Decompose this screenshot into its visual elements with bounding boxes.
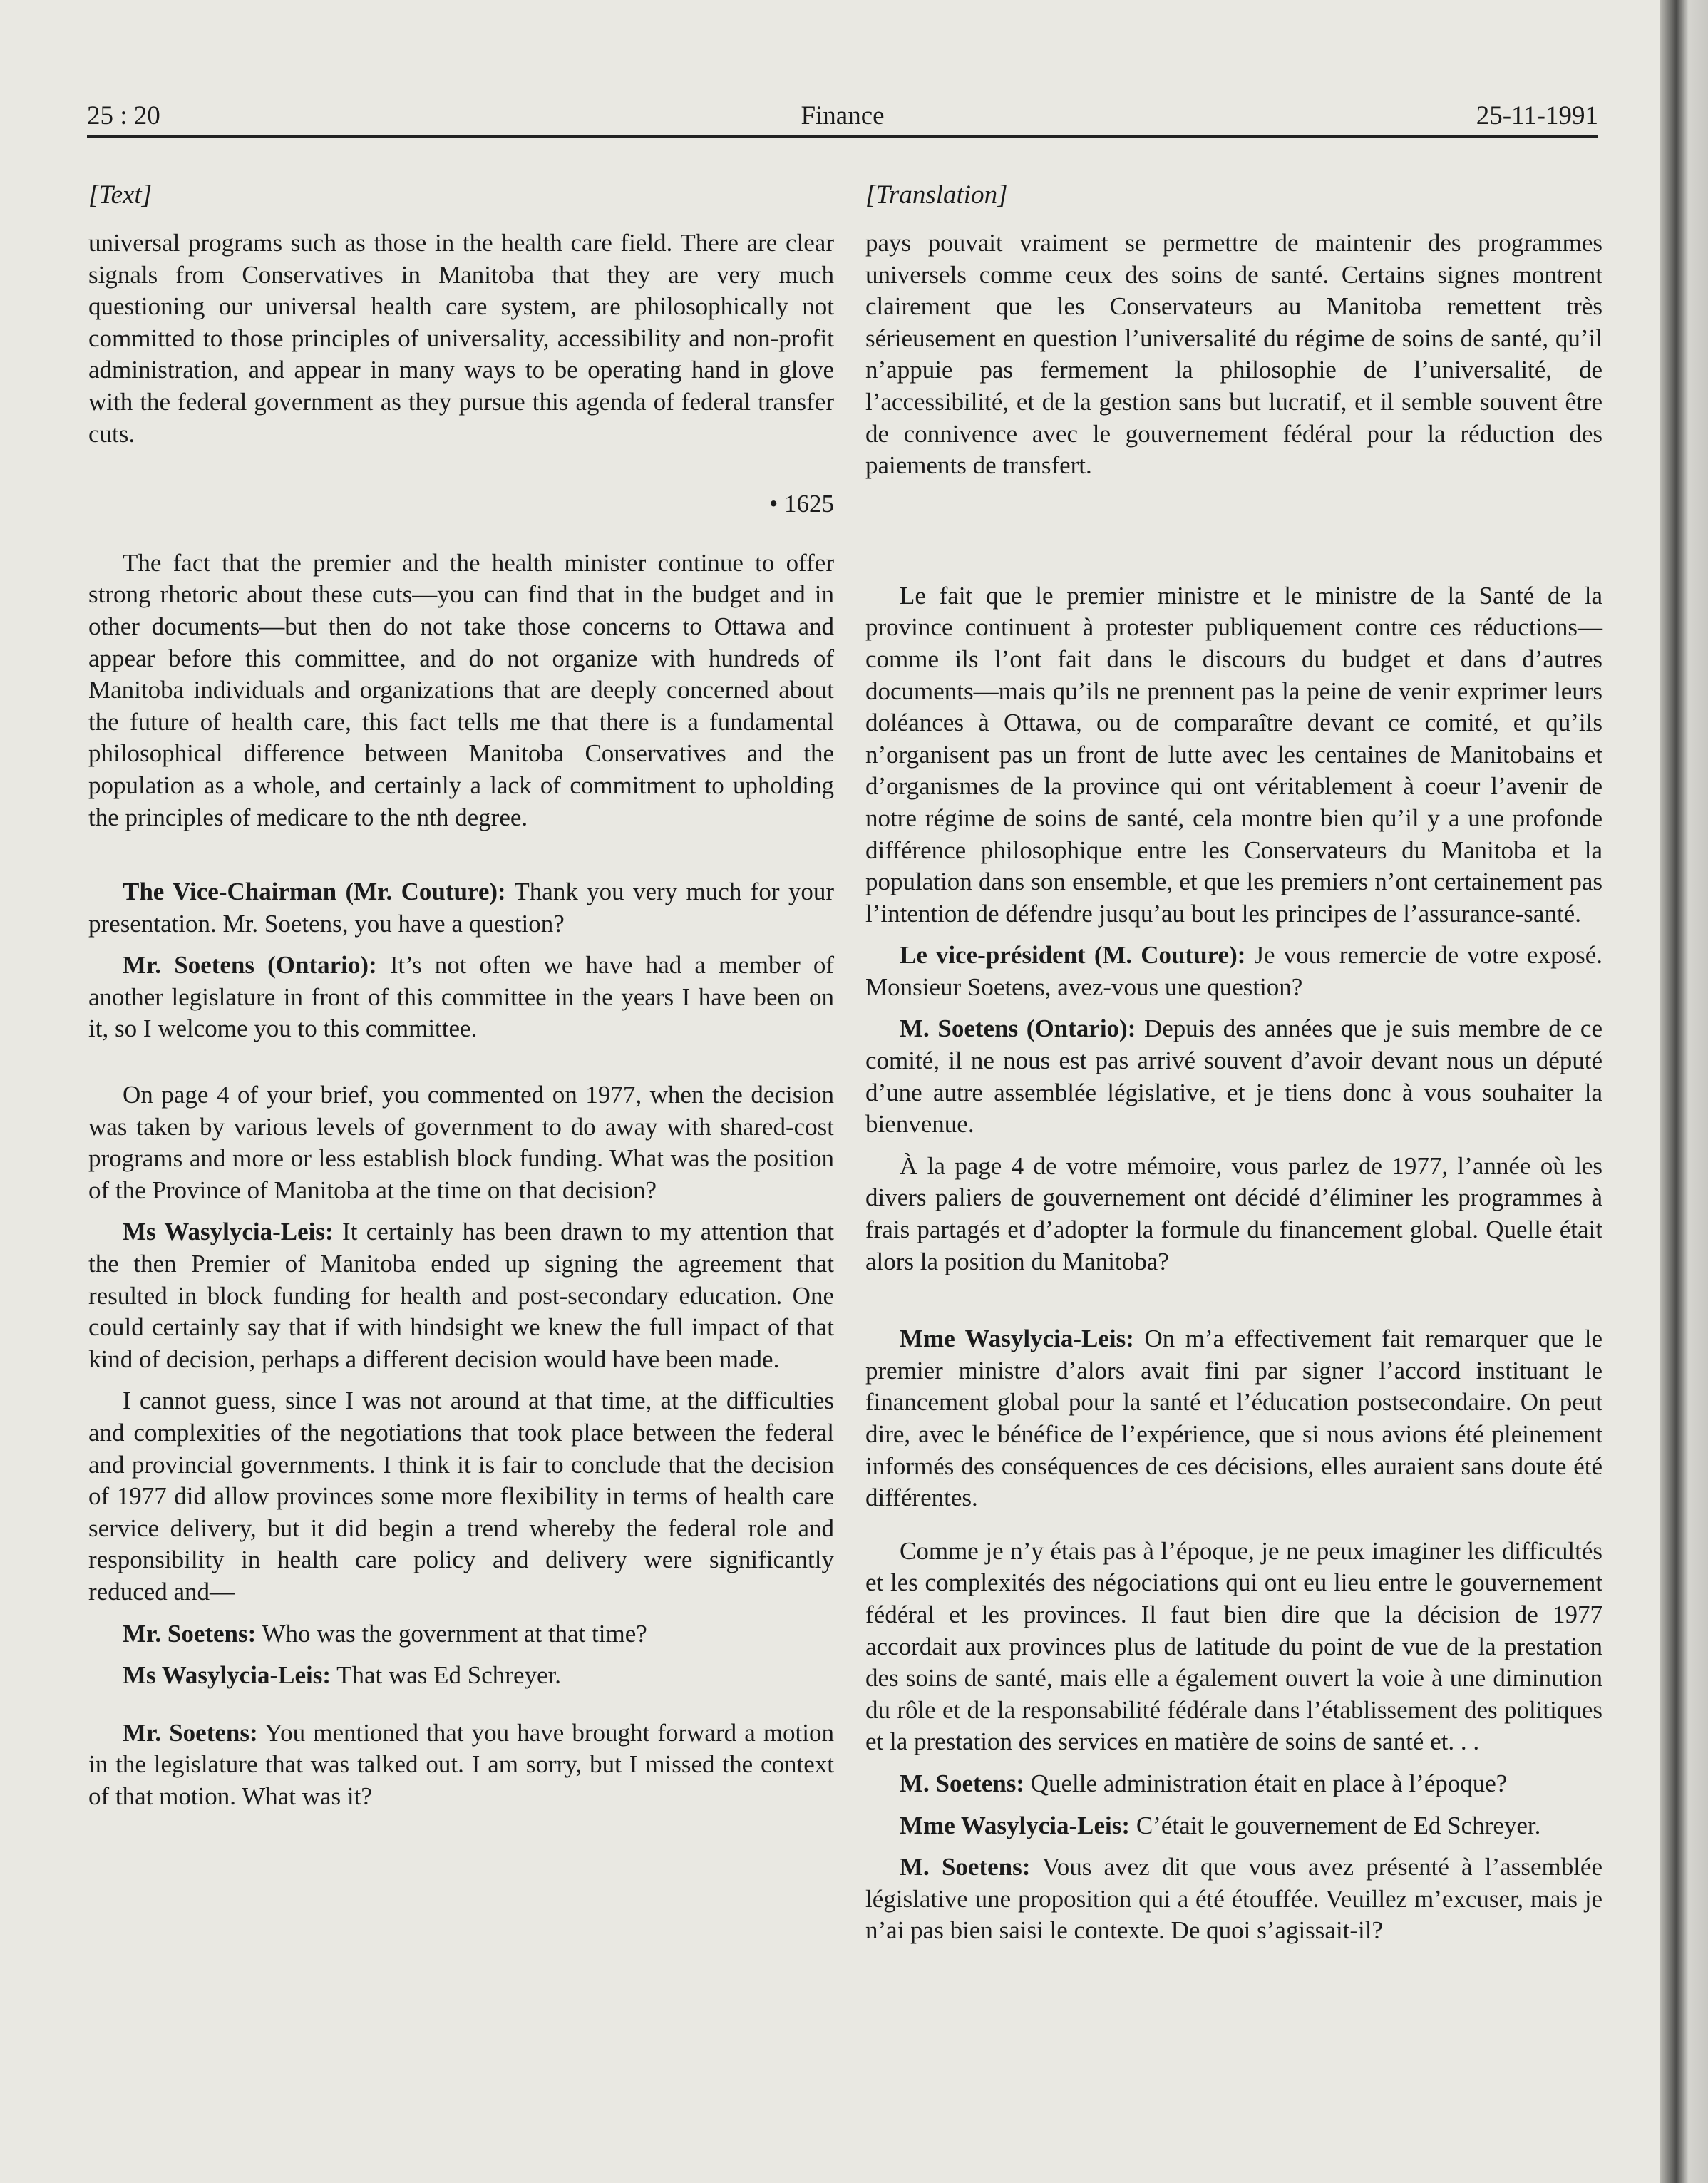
speech-paragraph xyxy=(88,876,834,940)
speaker-name: Mr. Soetens: xyxy=(123,1718,258,1747)
speech-text: On m’a effectivement fait remarquer que le premier ministre d’alors avait fini par signer l’accord instituant le financement global pour la santé et l’éducation postsecondaire. On peut dire, avec le bénéfice de l’expérience, que si nous avions été pleinement informés des conséquences de ces décisions, elles auraient sans doute été différentes. xyxy=(865,1325,1602,1512)
speech-text: Vous avez dit que vous avez présenté à l’assemblée législative une proposition qui a été étouffée. Veuillez m’excuser, mais je n’ai pas bien saisi le contexte. De quoi s’agissait-il? xyxy=(865,1853,1602,1945)
speaker-name: Mr. Soetens (Ontario): xyxy=(123,951,377,980)
header-date: 25-11-1991 xyxy=(1476,101,1598,130)
speech-paragraph xyxy=(865,940,1602,1003)
speech-text: It’s not often we have had a member of another legislature in front of this committee in the years I have been on it, so I welcome you to this committee. xyxy=(88,951,835,1043)
speech-text: It certainly has been drawn to my attention that the then Premier of Manitoba ended up signing the agreement that resulted in block funding for health and post-secondary education. One could certainly say that if with hindsight we knew the full impact of that kind of decision, perhaps a different decision would have been made. xyxy=(88,1218,834,1373)
publication-title: Finance xyxy=(801,101,885,130)
page-number: 25 : 20 xyxy=(87,101,160,130)
paragraph: Le fait que le premier ministre et le ministre de la Santé de la province continuent à protester publiquement contre ces réductions—comme ils l’ont fait dans le discours du budget et dans d’autres documents—mais qu’ils ne prennent pas la peine de venir exprimer leurs doléances à Ottawa, ou de comparaître devant ce comité, et qu’ils n’organisent pas un front de lutte avec les centaines de Manitobains et d’organismes de la province qui ont véritablement à coeur l’avenir de notre régime de soins de santé, cela montre bien qu’il y a une profonde différence philosophique entre les Conservateurs du Manitoba et la population dans son ensemble, et que les premiers n’ont certainement pas l’intention de défendre jusqu’au bout les principes de l’assurance-santé. xyxy=(865,581,1602,928)
english-column xyxy=(88,180,834,1813)
speech-paragraph xyxy=(88,1660,834,1692)
speech-text: Je vous remercie de votre exposé. Monsieur Soetens, avez-vous une question? xyxy=(865,941,1602,1001)
speech-text: Depuis des années que je suis membre de ce comité, il ne nous est pas arrivé souvent d’avoir devant nous un député d’une autre assemblée législative, et je tiens donc à vous souhaiter la bienvenue. xyxy=(865,1015,1602,1139)
speech-text: Thank you very much for your presentation. Mr. Soetens, you have a question? xyxy=(88,878,834,938)
speaker-name: Ms Wasylycia-Leis: xyxy=(123,1218,334,1246)
speech-text: You mentioned that you have brought forward a motion in the legislature that was talked out. I am sorry, but I missed the context of that motion. What was it? xyxy=(88,1718,834,1810)
speech-text: Quelle administration était en place à l’époque? xyxy=(1024,1769,1508,1797)
speech-text: That was Ed Schreyer. xyxy=(330,1661,561,1690)
time-marker: • 1625 xyxy=(768,490,834,518)
speech-paragraph xyxy=(88,1216,834,1375)
speech-paragraph xyxy=(88,1717,834,1813)
speaker-name: Le vice-président (M. Couture): xyxy=(900,941,1246,970)
speaker-name: M. Soetens (Ontario): xyxy=(900,1015,1136,1043)
paragraph: Comme je n’y étais pas à l’époque, je ne peux imaginer les difficultés et les complexités des négociations qui ont eu lieu entre le gouvernement fédéral et les provinces. Il faut bien dire que la décision de 1977 accordait aux provinces plus de latitude du point de vue de la prestation des soins de santé, mais elle a également ouvert la voie à une diminution du rôle et de la responsabilité fédérale dans l’établissement des politiques et la prestation des services en matière de soins de santé et. . . xyxy=(865,1536,1602,1756)
book-spine-edge xyxy=(1660,0,1708,2183)
paragraph: À la page 4 de votre mémoire, vous parlez de 1977, l’année où les divers paliers de gouvernement ont décidé d’éliminer les programmes à frais partagés et d’adopter la formule du financement global. Quelle était alors la position du Manitoba? xyxy=(865,1151,1602,1275)
speaker-name: Mme Wasylycia-Leis: xyxy=(900,1325,1134,1353)
speech-paragraph xyxy=(88,1618,834,1650)
paragraph: On page 4 of your brief, you commented on 1977, when the decision was taken by various levels of government to do away with shared-cost programs and more or less establish block funding. What was the position of the Province of Manitoba at the time on that decision? xyxy=(88,1081,834,1204)
paragraph: I cannot guess, since I was not around at that time, at the difficulties and complexities of the negotiations that took place between the federal and provincial governments. I think it is fair to conclude that the decision of 1977 did allow provinces some more flexibility in terms of health care service delivery, but it did begin a trend whereby the federal role and responsibility in health care policy and delivery were significantly reduced and— xyxy=(88,1387,834,1606)
paragraph: pays pouvait vraiment se permettre de maintenir des programmes universels comme ceux des soins de santé. Certains signes montrent clairement que les Conservateurs au Manitoba remettent très sérieusement en question l’universalité du régime de soins de santé, qu’il n’appuie pas fermement la philosophie de l’universalité, de l’accessibilité, et de la gestion sans but lucratif, et il semble souvent être de connivence avec le gouvernement fédéral pour la réduction des paiements de transfert. xyxy=(865,229,1602,480)
speech-paragraph xyxy=(865,1013,1602,1140)
speaker-name: The Vice-Chairman (Mr. Couture): xyxy=(123,878,506,906)
page-header xyxy=(87,96,1598,138)
speaker-name: Mr. Soetens: xyxy=(123,1619,257,1648)
speech-text: Who was the government at that time? xyxy=(256,1619,647,1648)
speech-paragraph xyxy=(865,1851,1602,1947)
speech-text: C’était le gouvernement de Ed Schreyer. xyxy=(1130,1811,1541,1839)
speaker-name: M. Soetens: xyxy=(900,1853,1031,1881)
speaker-name: Ms Wasylycia-Leis: xyxy=(123,1661,331,1690)
speech-paragraph xyxy=(865,1323,1602,1514)
speech-paragraph xyxy=(865,1810,1602,1842)
paragraph: universal programs such as those in the health care field. There are clear signals from Conservatives in Manitoba that they are very much questioning our universal health care system, are philosophically not committed to those principles of universality, accessibility and non-profit administration, and appear in many ways to be operating hand in glove with the federal government as they pursue this agenda of federal transfer cuts. xyxy=(88,229,834,448)
paragraph: The fact that the premier and the health minister continue to offer strong rhetoric about these cuts—you can find that in the budget and in other documents—but then do not take those concerns to Ottawa and appear before this committee, and do not organize with hundreds of Manitoba individuals and organizations that are deeply concerned about the future of health care, this fact tells me that there is a fundamental philosophical difference between Manitoba Conservatives and the population as a whole, and certainly a lack of commitment to upholding the principles of medicare to the nth degree. xyxy=(88,548,834,831)
column-label-text: [Text] xyxy=(88,180,153,210)
speech-paragraph xyxy=(88,950,834,1045)
speaker-name: M. Soetens: xyxy=(900,1769,1024,1797)
french-column xyxy=(865,180,1602,1947)
speech-paragraph xyxy=(865,1768,1602,1800)
speaker-name: Mme Wasylycia-Leis: xyxy=(900,1811,1131,1839)
column-label-translation: [Translation] xyxy=(865,180,1008,210)
